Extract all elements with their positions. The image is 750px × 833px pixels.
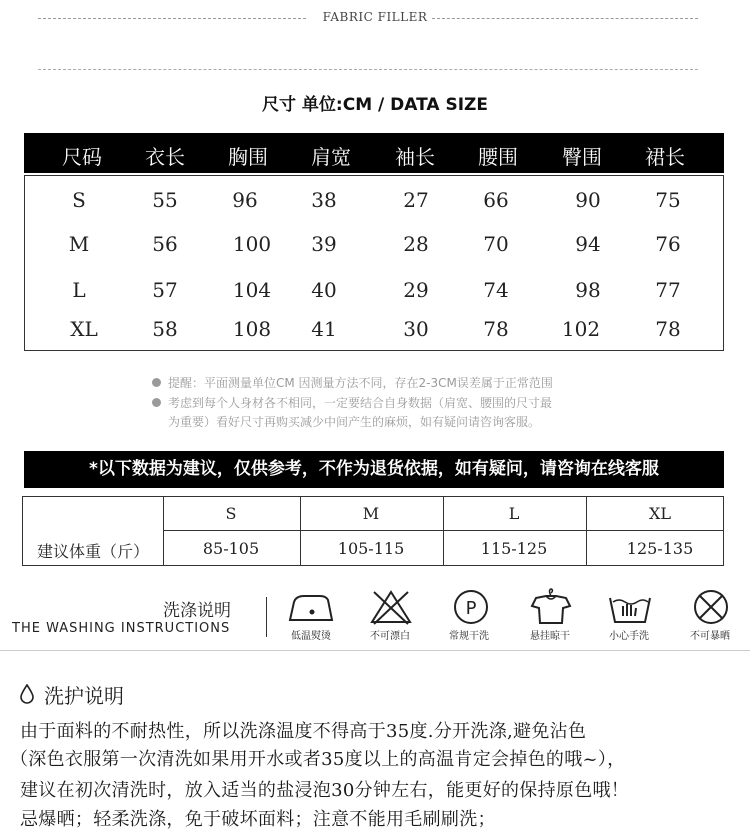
table-cell: M [68,232,90,256]
weight-banner: *以下数据为建议，仅供参考，不作为退货依据，如有疑问，请咨询在线客服 [24,451,724,488]
table-cell: 75 [655,188,681,212]
weight-size: S [225,504,237,523]
washing-divider [0,650,750,651]
col-header: 肩宽 [311,145,351,169]
table-cell: 70 [483,232,509,256]
care-line: 忌爆晒；轻柔洗涤，免于破坏面料；注意不能用毛刷刷洗； [20,809,496,830]
table-cell: 56 [152,232,178,256]
hang-dry-icon [526,588,576,626]
washing-title-cn: 洗涤说明 [163,601,231,621]
water-drop-icon [19,684,35,704]
table-cell: S [72,188,86,212]
table-cell: 104 [232,278,272,302]
table-cell: 94 [575,232,601,256]
svg-text:P: P [465,598,477,619]
washing-title-en: THE WASHING INSTRUCTIONS [12,621,231,636]
table-cell: L [72,278,86,302]
table-cell: XL [70,317,98,341]
col-header: 臀围 [562,145,602,169]
weight-value: 85-105 [202,539,260,558]
no-sun-icon [686,588,736,626]
weight-size: M [362,504,380,523]
note-line: 为重要）看好尺寸再购买减少中间产生的麻烦，如有疑问请咨询客服。 [168,415,541,429]
wash-label: 小心手洗 [609,631,649,642]
col-header: 胸围 [228,145,268,169]
wash-label: 悬挂晾干 [530,631,570,642]
table-cell: 102 [561,317,601,341]
wash-label: 不可漂白 [370,631,410,642]
table-cell: 58 [152,317,178,341]
table-cell: 100 [232,232,272,256]
table-cell: 27 [403,188,429,212]
table-cell: 29 [403,278,429,302]
table-cell: 66 [483,188,509,212]
weight-size: L [508,504,520,523]
size-section-title: 尺寸 单位:CM / DATA SIZE [262,95,488,115]
header-title: FABRIC FILLER [322,10,428,24]
weight-table [22,496,724,566]
table-cell: 57 [152,278,178,302]
table-cell: 38 [311,188,337,212]
washing-separator [266,597,267,637]
col-header: 裙长 [645,145,685,169]
header-divider-right [432,18,698,19]
table-cell: 78 [655,317,681,341]
iron-icon [286,588,336,626]
weight-value: 105-115 [337,539,405,558]
table-cell: 90 [575,188,601,212]
table-cell: 96 [232,188,258,212]
header-divider-bottom [38,69,698,70]
wash-label: 不可暴晒 [690,631,730,642]
table-cell: 77 [655,278,681,302]
weight-row-label: 建议体重（斤） [36,542,150,561]
col-header: 衣长 [145,145,185,169]
bullet-icon [152,378,161,387]
table-cell: 40 [311,278,337,302]
care-line: 由于面料的不耐热性，所以洗涤温度不得高于35度.分开洗涤,避免沾色 [20,721,587,742]
note-line: 考虑到每个人身材各不相同，一定要结合自身数据（肩宽、腰围的尺寸最 [168,396,553,410]
table-cell: 41 [311,317,337,341]
table-cell: 39 [311,232,337,256]
table-cell: 78 [483,317,509,341]
weight-size: XL [648,504,672,523]
dry-clean-icon [446,588,496,626]
hand-wash-icon [605,588,655,626]
care-title: 洗护说明 [44,684,124,708]
size-table-body [24,175,724,351]
col-header: 袖长 [395,145,435,169]
table-cell: 28 [403,232,429,256]
no-bleach-icon [366,588,416,626]
col-header: 尺码 [62,145,102,169]
table-cell: 30 [403,317,429,341]
bullet-icon [152,398,161,407]
care-line: （深色衣服第一次清洗如果用开水或者35度以上的高温肯定会掉色的哦~）， [10,749,626,770]
care-line: 建议在初次清洗时，放入适当的盐浸泡30分钟左右，能更好的保持原色哦！ [20,780,630,801]
note-line: 提醒：平面测量单位CM 因测量方法不同，存在2-3CM误差属于正常范围 [168,376,553,390]
wash-label: 低温熨烫 [291,631,331,642]
table-cell: 108 [232,317,272,341]
weight-value: 125-135 [626,539,694,558]
size-table-header [24,133,724,173]
weight-value: 115-125 [480,539,548,558]
table-cell: 55 [152,188,178,212]
col-header: 腰围 [478,145,518,169]
table-cell: 74 [483,278,509,302]
table-cell: 98 [575,278,601,302]
table-cell: 76 [655,232,681,256]
wash-label: 常规干洗 [449,631,489,642]
